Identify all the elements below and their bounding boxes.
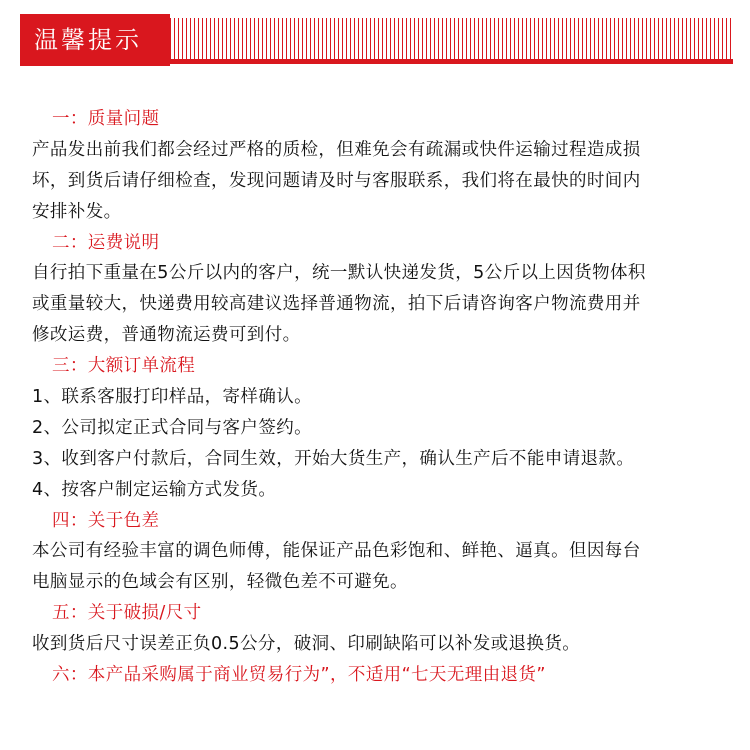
section-text-line: 1、联系客服打印样品，寄样确认。 <box>32 387 313 408</box>
section-text-line: 修改运费，普通物流运费可到付。 <box>32 325 301 346</box>
section-heading-shipping: 二：运费说明 <box>52 232 160 253</box>
section-heading-bulk-order: 三：大额订单流程 <box>52 356 196 377</box>
section-text-line: 产品发出前我们都会经过严格的质检，但难免会有疏漏或快件运输过程造成损 <box>32 139 641 160</box>
section-text-line: 4、按客户制定运输方式发货。 <box>32 479 277 500</box>
section-text-line: 收到货后尺寸误差正负0.5公分，破洞、印刷缺陷可以补发或退换货。 <box>32 634 581 655</box>
section-text-line: 2、公司拟定正式合同与客户签约。 <box>32 417 313 438</box>
header-banner <box>20 14 733 66</box>
section-text-line: 自行拍下重量在5公斤以内的客户，统一默认快递发货，5公斤以上因货物体积 <box>32 263 646 284</box>
section-heading-color: 四：关于色差 <box>52 510 160 531</box>
section-text-line: 3、收到客户付款后，合同生效，开始大货生产，确认生产后不能申请退款。 <box>32 448 635 469</box>
section-heading-quality: 一：质量问题 <box>52 109 160 129</box>
section-heading-damage: 五：关于破损/尺寸 <box>52 603 202 624</box>
header-stripe-pattern <box>170 18 733 59</box>
notice-content <box>32 104 722 691</box>
section-text-line: 电脑显示的色域会有区别，轻微色差不可避免。 <box>32 572 408 593</box>
section-text-line: 或重量较大，快递费用较高建议选择普通物流，拍下后请咨询客户物流费用并 <box>32 294 641 315</box>
header-underline <box>170 59 733 64</box>
section-text-line: 本公司有经验丰富的调色师傅，能保证产品色彩饱和、鲜艳、逼真。但因每台 <box>32 541 641 562</box>
header-title-box <box>20 14 170 66</box>
page-title: 温馨提示 <box>34 26 142 54</box>
section-heading-returns: 六：本产品采购属于商业贸易行为”，不适用“七天无理由退货” <box>52 665 546 686</box>
section-text-line: 坏，到货后请仔细检查，发现问题请及时与客服联系，我们将在最快的时间内 <box>32 170 641 191</box>
section-text-line: 安排补发。 <box>32 201 122 222</box>
